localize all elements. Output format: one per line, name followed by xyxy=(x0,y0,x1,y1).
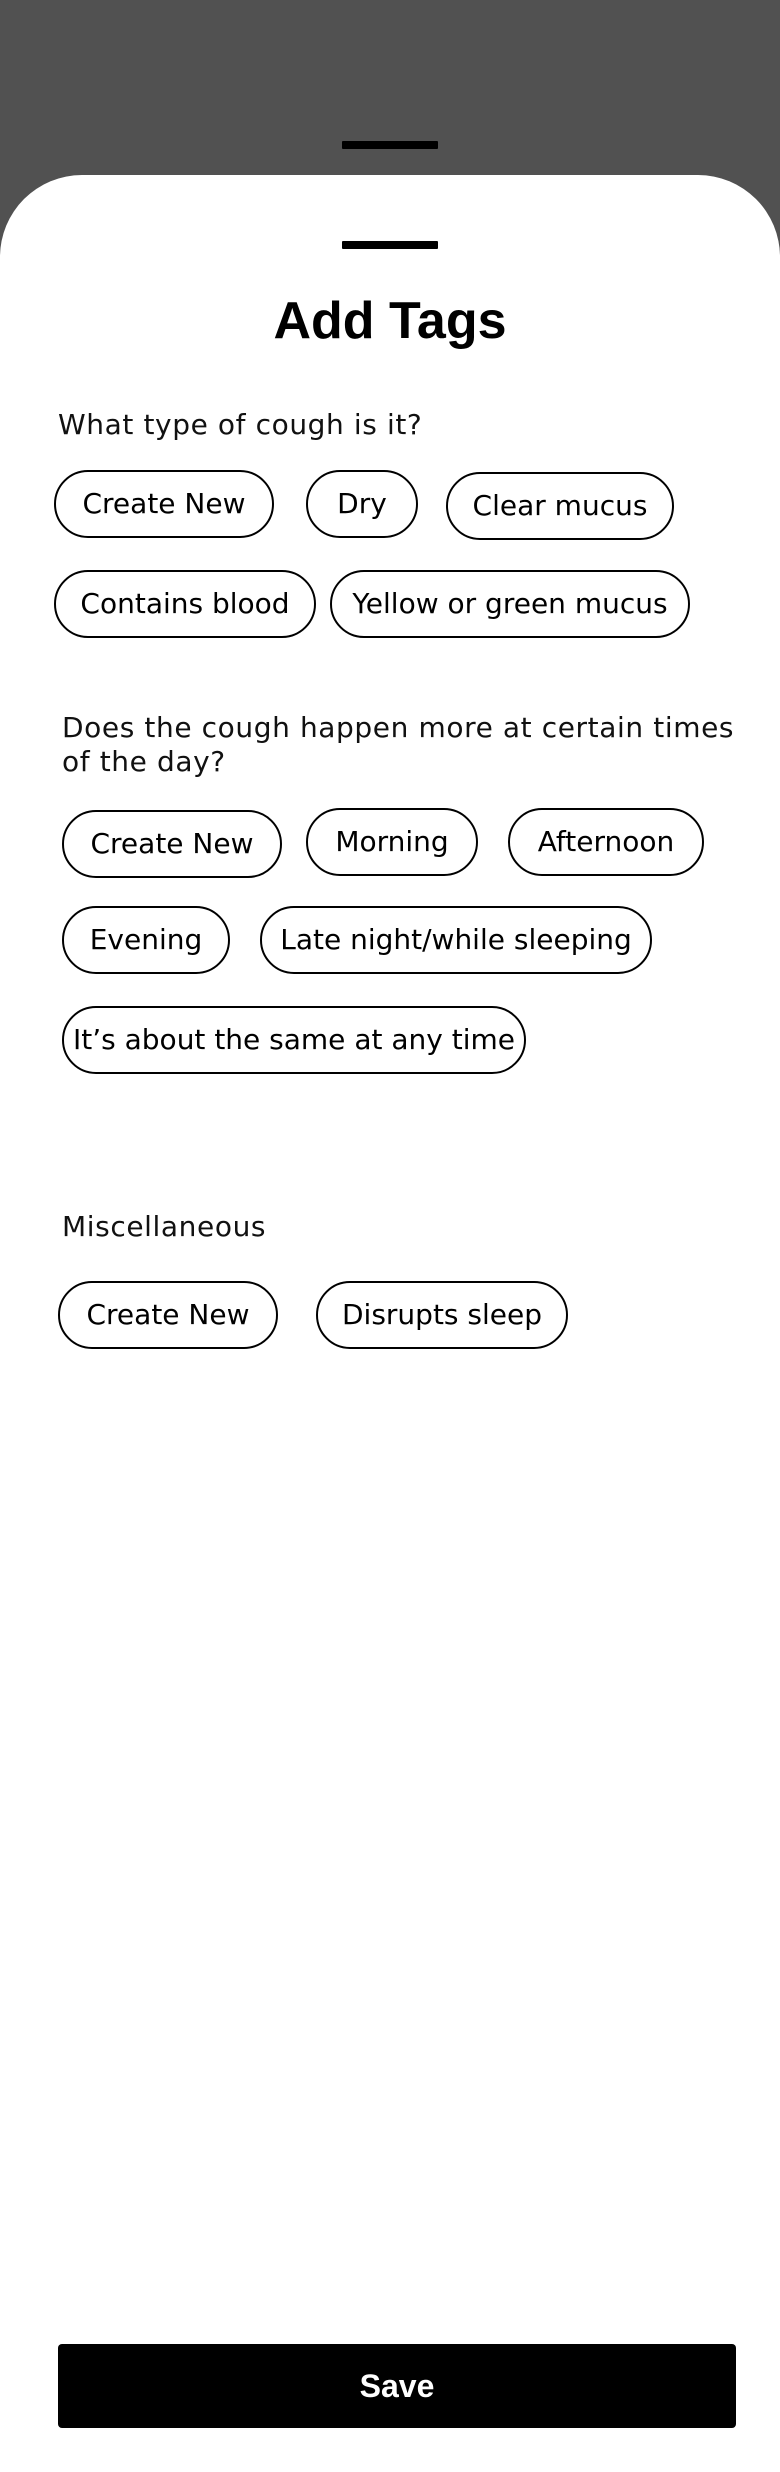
late-night-chip[interactable]: Late night/while sleeping xyxy=(260,906,652,974)
evening-chip[interactable]: Evening xyxy=(62,906,230,974)
section-label-cough-type: What type of cough is it? xyxy=(58,408,423,441)
morning-chip[interactable]: Morning xyxy=(306,808,478,876)
create-new-time-chip[interactable]: Create New xyxy=(62,810,282,878)
page-title: Add Tags xyxy=(273,292,507,350)
yellow-or-green-mucus-chip[interactable]: Yellow or green mucus xyxy=(330,570,690,638)
afternoon-chip[interactable]: Afternoon xyxy=(508,808,704,876)
clear-mucus-chip[interactable]: Clear mucus xyxy=(446,472,674,540)
sheet-drag-handle[interactable] xyxy=(342,241,438,249)
contains-blood-chip[interactable]: Contains blood xyxy=(54,570,316,638)
section-label-miscellaneous: Miscellaneous xyxy=(62,1210,267,1243)
section-label-time-of-day: Does the cough happen more at certain times of the day? xyxy=(62,711,735,778)
backdrop-drag-handle xyxy=(342,141,438,149)
save-button[interactable]: Save xyxy=(58,2344,736,2428)
disrupts-sleep-chip[interactable]: Disrupts sleep xyxy=(316,1281,568,1349)
create-new-cough-type-chip[interactable]: Create New xyxy=(54,470,274,538)
dry-chip[interactable]: Dry xyxy=(306,470,418,538)
same-any-time-chip[interactable]: It’s about the same at any time xyxy=(62,1006,526,1074)
create-new-misc-chip[interactable]: Create New xyxy=(58,1281,278,1349)
add-tags-sheet xyxy=(0,175,780,2472)
